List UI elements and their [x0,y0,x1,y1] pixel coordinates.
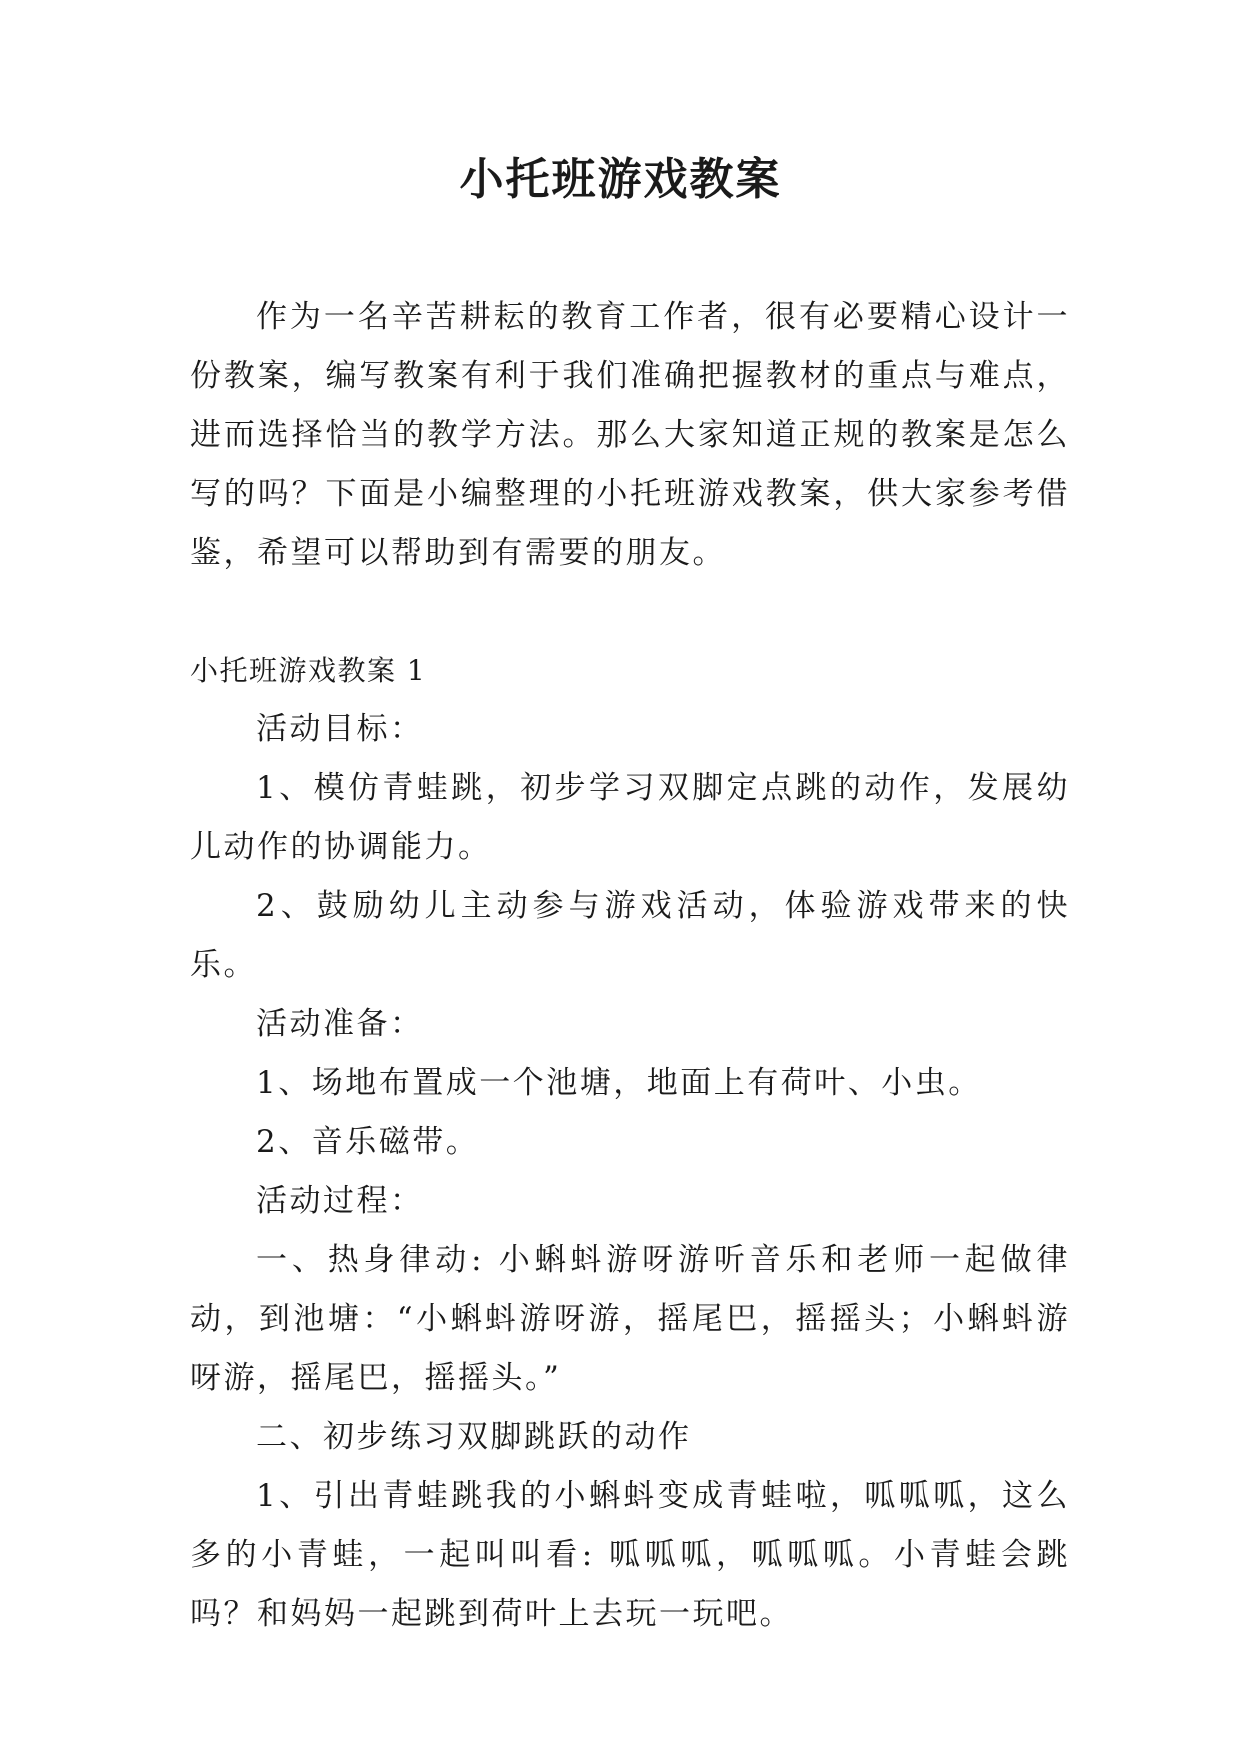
paragraph-process-1: 一、热身律动: 小蝌蚪游呀游听音乐和老师一起做律动，到池塘：“小蝌蚪游呀游，摇尾巴，摇摇头；小蝌蚪游呀游，摇尾巴，摇摇头。” [190,1242,1070,1396]
paragraph-process-3: 1、引出青蛙跳我的小蝌蚪变成青蛙啦，呱呱呱，这么多的小青蛙，一起叫叫看: 呱呱呱，呱呱呱。小青蛙会跳吗？和妈妈一起跳到荷叶上去玩一玩吧。 [190,1478,1070,1632]
intro-paragraph: 作为一名辛苦耕耘的教育工作者，很有必要精心设计一份教案，编写教案有利于我们准确把握教材的重点与难点，进而选择恰当的教学方法。那么大家知道正规的教案是怎么写的吗？下面是小编整理的小托班游戏教案，供大家参考借鉴，希望可以帮助到有需要的朋友。 [190,299,1070,571]
paragraph-goal-1: 1、模仿青蛙跳，初步学习双脚定点跳的动作，发展幼儿动作的协调能力。 [190,770,1070,865]
paragraph-goal-label: 活动目标： [256,711,424,747]
paragraph-process-label: 活动过程： [256,1183,424,1219]
section-heading: 小托班游戏教案 1 [190,654,427,687]
document-title: 小托班游戏教案 [459,154,782,205]
paragraph-prep-label: 活动准备： [256,1006,424,1042]
paragraph-prep-2: 2、音乐磁带。 [256,1124,480,1160]
paragraph-prep-1: 1、场地布置成一个池塘，地面上有荷叶、小虫。 [256,1065,982,1101]
paragraph-goal-2: 2、鼓励幼儿主动参与游戏活动，体验游戏带来的快乐。 [190,888,1070,983]
document-body [190,288,1070,1644]
paragraph-process-2: 二、初步练习双脚跳跃的动作 [256,1419,692,1455]
